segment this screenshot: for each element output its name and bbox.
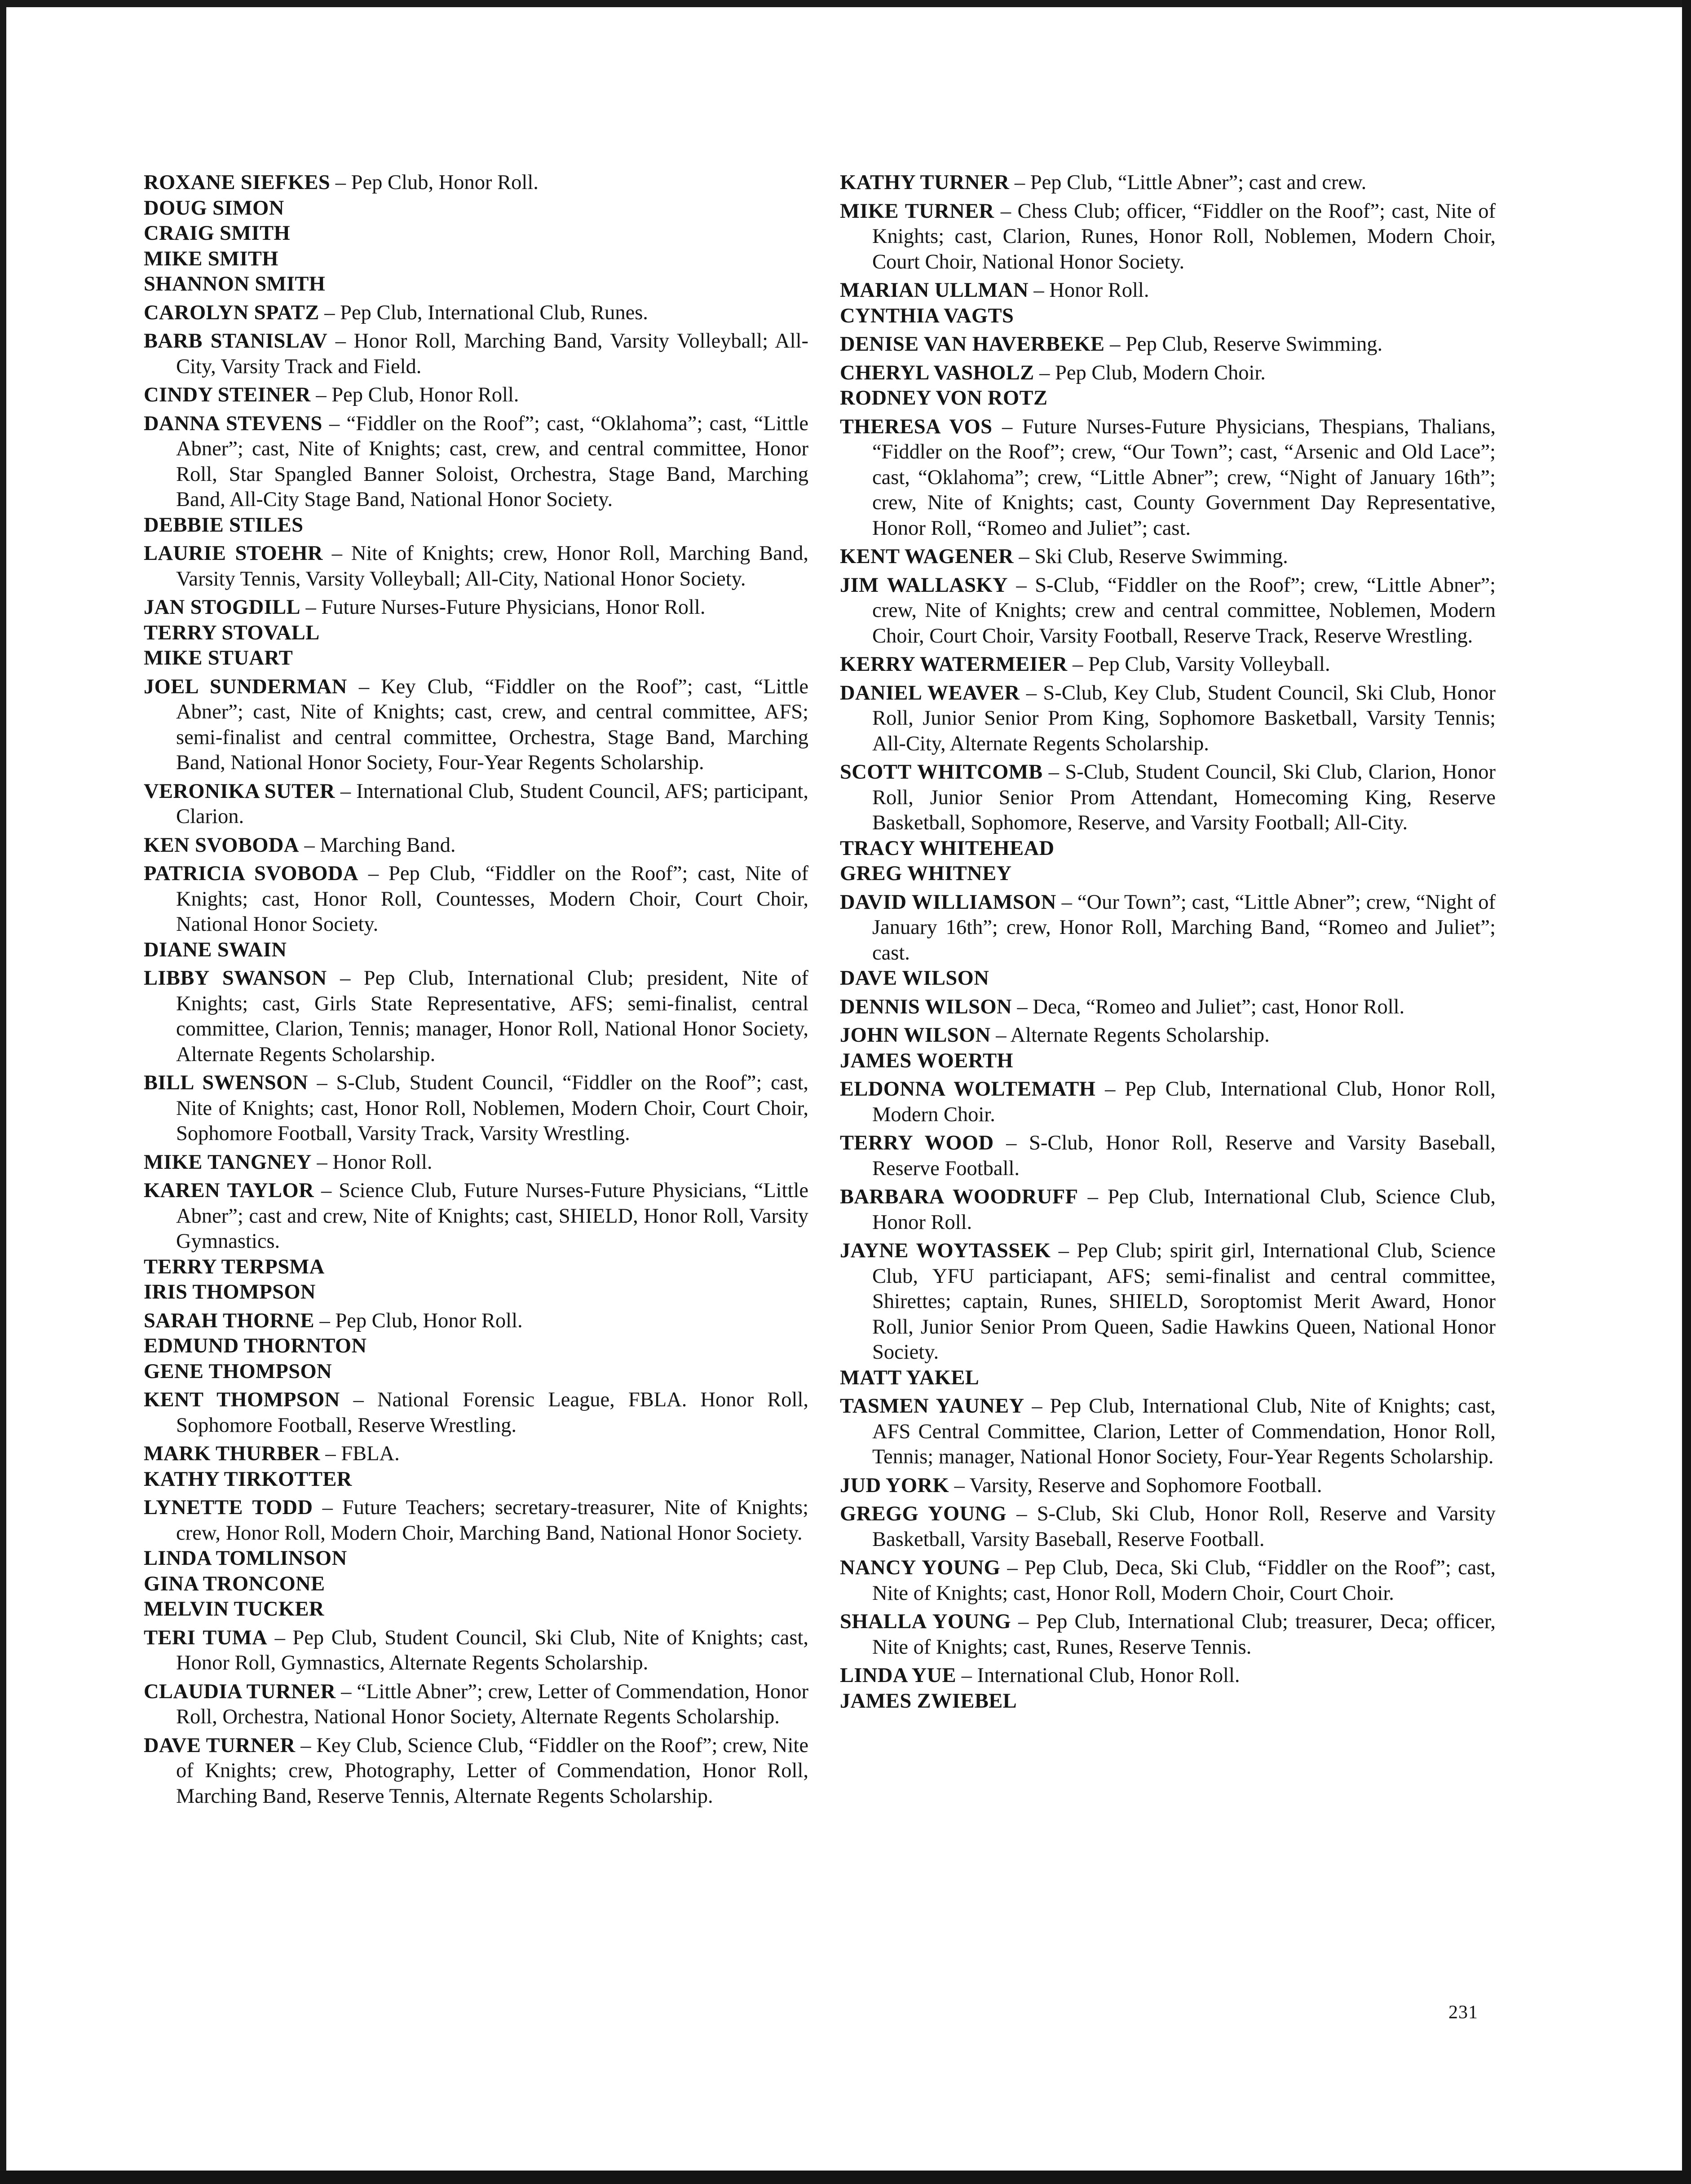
student-name: LIBBY SWANSON [144,967,327,990]
right-column [840,167,1496,1714]
student-name: LAURIE STOEHR [144,542,323,565]
student-name: NANCY YOUNG [840,1556,1001,1579]
student-entry [144,411,808,513]
student-entry [840,1394,1496,1470]
student-name: MIKE STUART [144,647,293,669]
student-activities: – Ski Club, Reserve Swimming. [1013,545,1288,568]
student-activities: – S-Club, Student Council, Ski Club, Clarion, Honor Roll, Junior Senior Prom Attendant, Homecoming King, Reserve Basketball, Sophomore, Reserve, and Varsity Football; All-City. [872,761,1496,834]
student-entry [840,966,1496,991]
student-entry [144,833,808,859]
student-name: CAROLYN SPATZ [144,301,319,324]
student-name: MIKE TANGNEY [144,1150,312,1174]
student-entry [144,300,808,326]
student-name: EDMUND THORNTON [144,1334,367,1357]
student-entry [840,1502,1496,1552]
student-entry [840,1131,1496,1181]
student-entry [144,938,808,963]
student-entry [840,836,1496,862]
student-name: KATHY TIRKOTTER [144,1467,352,1491]
student-activities: – Science Club, Future Nurses-Future Physicians, “Little Abner”; cast and crew, Nite of Knights; cast, SHIELD, Honor Roll, Varsity Gymnastics. [176,1179,809,1253]
student-name: TASMEN YAUNEY [840,1395,1024,1418]
student-name: PATRICIA SVOBODA [144,862,358,885]
student-name: DENNIS WILSON [840,995,1012,1018]
student-name: SHALLA YOUNG [840,1610,1011,1633]
student-name: DANIEL WEAVER [840,681,1020,705]
student-activities: – Pep Club, International Club; treasurer, Deca; officer, Nite of Knights; cast, Runes, Reserve Tennis. [872,1610,1496,1659]
student-activities: – Marching Band. [299,833,456,857]
student-activities: – Pep Club, International Club, Science Club, Honor Roll. [872,1185,1496,1234]
student-name: GENE THOMPSON [144,1360,332,1383]
student-activities: – Pep Club, International Club; president, Nite of Knights; cast, Girls State Representative, AFS; semi-finalist, central committee, Clarion, Tennis; manager, Honor Roll, National Honor Society, Alternate Regents Scholarship. [176,967,808,1066]
student-entry [144,779,808,830]
student-activities: – Pep Club, “Fiddler on the Roof”; cast, Nite of Knights; cast, Honor Roll, Countesses, Modern Choir, Court Choir, National Honor Society. [176,862,808,936]
student-name: CHERYL VASHOLZ [840,361,1034,384]
student-entry [144,1495,808,1546]
student-name: DIANE SWAIN [144,938,287,961]
student-entry [840,1238,1496,1365]
student-entry [144,272,808,297]
student-name: DAVID WILLIAMSON [840,890,1056,914]
student-entry [840,652,1496,678]
student-activities: – Pep Club, Honor Roll. [314,1309,523,1332]
student-entry [144,1150,808,1176]
student-name: GREG WHITNEY [840,862,1012,885]
student-activities: – Honor Roll, Marching Band, Varsity Volleyball; All-City, Varsity Track and Field. [176,330,808,378]
student-name: CYNTHIA VAGTS [840,304,1014,327]
student-entry [840,386,1496,411]
student-activities: – Nite of Knights; crew, Honor Roll, Marching Band, Varsity Tennis, Varsity Volleyball; All-City, National Honor Society. [176,542,808,590]
student-name: JAMES ZWIEBEL [840,1689,1017,1713]
student-activities: – Pep Club; spirit girl, International Club, Science Club, YFU particiapant, AFS; semi-finalist and central committee, Shirettes; captain, Runes, SHIELD, Soroptomist Merit Award, Honor Roll, Junior Senior Prom Queen, Sadie Hawkins Queen, National Honor Society. [872,1239,1496,1364]
student-activities: – Pep Club, Student Council, Ski Club, Nite of Knights; cast, Honor Roll, Gymnastics, Alternate Regents Scholarship. [176,1626,808,1674]
student-entry [144,1178,808,1255]
student-entry [840,1473,1496,1499]
student-name: ELDONNA WOLTEMATH [840,1078,1096,1101]
student-name: DAVE TURNER [144,1734,296,1757]
student-activities: – International Club, Honor Roll. [956,1664,1240,1687]
student-activities: – Pep Club, Honor Roll. [310,383,519,406]
student-activities: – Chess Club; officer, “Fiddler on the Roof”; cast, Nite of Knights; cast, Clarion, Runes, Honor Roll, Noblemen, Modern Choir, Court Choir, National Honor Society. [872,199,1496,273]
student-entry [840,1048,1496,1074]
student-entry [144,1572,808,1597]
student-name: JAYNE WOYTASSEK [840,1239,1051,1262]
student-activities: – National Forensic League, FBLA. Honor Roll, Sophomore Football, Reserve Wrestling. [176,1388,809,1437]
student-activities: – Pep Club, Deca, Ski Club, “Fiddler on the Roof”; cast, Nite of Knights; cast, Honor Roll, Modern Choir, Court Choir. [872,1556,1496,1605]
student-name: MATT YAKEL [840,1366,980,1389]
student-activities: – Future Nurses-Future Physicians, Honor Roll. [300,596,706,619]
student-entry [840,544,1496,570]
student-name: RODNEY VON ROTZ [840,387,1048,410]
student-activities: – Future Nurses-Future Physicians, Thespians, Thalians, “Fiddler on the Roof”; crew, “Our Town”; cast, “Arsenic and Old Lace”; cast, “Oklahoma”; crew, “Little Abner”; crew, “Night of January 16th”; crew, Nite of Knights; cast, County Government Day Representative, Honor Roll, “Romeo and Juliet”; cast. [872,415,1496,540]
student-entry [840,861,1496,887]
student-activities: – FBLA. [320,1442,400,1465]
student-activities: – S-Club, Honor Roll, Reserve and Varsity Baseball, Reserve Football. [872,1132,1496,1180]
student-activities: – Deca, “Romeo and Juliet”; cast, Honor Roll. [1011,995,1405,1018]
student-name: JIM WALLASKY [840,573,1008,597]
student-name: TERRY TERPSMA [144,1255,325,1278]
student-name: TERRY WOOD [840,1132,994,1154]
student-entry [144,966,808,1067]
student-entry [840,1365,1496,1391]
student-entry [144,383,808,408]
student-name: MIKE TURNER [840,199,994,223]
student-entry [144,1070,808,1147]
student-name: TERI TUMA [144,1626,268,1649]
student-entry [144,221,808,247]
student-activities: – “Our Town”; cast, “Little Abner”; crew, “Night of January 16th”; crew, Honor Roll, Marching Band, “Romeo and Juliet”; cast. [872,890,1496,964]
student-entry [840,199,1496,275]
student-activities: – “Little Abner”; crew, Letter of Commendation, Honor Roll, Orchestra, National Honor Society, Alternate Regents Scholarship. [176,1680,808,1728]
scan-border-top [0,0,1691,7]
student-name: CINDY STEINER [144,383,311,406]
student-name: GINA TRONCONE [144,1572,325,1595]
student-entry [840,573,1496,649]
student-name: KENT THOMPSON [144,1388,340,1411]
student-name: BILL SWENSON [144,1071,308,1094]
student-entry [840,278,1496,304]
student-activities: – Key Club, Science Club, “Fiddler on the Roof”; crew, Nite of Knights; crew, Photography, Letter of Commendation, Honor Roll, Marching Band, Reserve Tennis, Alternate Regents Scholarship. [176,1734,808,1808]
student-name: MELVIN TUCKER [144,1598,324,1620]
student-name: CLAUDIA TURNER [144,1680,336,1703]
student-entry [144,1679,808,1730]
student-entry [840,890,1496,966]
student-activities: – Pep Club, International Club, Nite of Knights; cast, AFS Central Committee, Clarion, Letter of Commendation, Honor Roll, Tennis; manager, National Honor Society, Four-Year Regents Scholarship. [872,1395,1496,1468]
student-name: KATHY TURNER [840,171,1010,194]
student-entry [144,1334,808,1359]
student-name: TRACY WHITEHEAD [840,837,1055,860]
student-entry [840,1663,1496,1689]
student-name: JOEL SUNDERMAN [144,675,347,698]
left-column [144,167,808,1809]
student-activities: – Pep Club, International Club, Honor Roll, Modern Choir. [872,1078,1496,1126]
student-entry [144,595,808,621]
student-entry [144,1467,808,1493]
student-entry [144,1359,808,1385]
student-activities: – Future Teachers; secretary-treasurer, Nite of Knights; crew, Honor Roll, Modern Choir, Marching Band, National Honor Society. [176,1496,808,1545]
student-name: SARAH THORNE [144,1309,314,1332]
student-activities: – Honor Roll. [1028,279,1149,302]
student-activities: – S-Club, “Fiddler on the Roof”; crew, “Little Abner”; crew, Nite of Knights; crew and central committee, Noblemen, Modern Choir, Court Choir, Varsity Football, Reserve Track, Reserve Wrestling. [872,573,1496,647]
student-activities: – Pep Club, Modern Choir. [1034,361,1266,384]
student-entry [840,332,1496,357]
student-entry [144,1387,808,1438]
student-entry [144,1308,808,1334]
student-activities: – Key Club, “Fiddler on the Roof”; cast, “Little Abner”; cast, Nite of Knights; cast, crew, and central committee, AFS; semi-finalist and central committee, Orchestra, Stage Band, Marching Band, National Honor Society, Four-Year Regents Scholarship. [176,675,809,774]
student-activities: – “Fiddler on the Roof”; cast, “Oklahoma”; cast, “Little Abner”; cast, Nite of Knights; cast, crew, and central committee, Honor Roll, Star Spangled Banner Soloist, Orchestra, Stage Band, Marching Band, All-City Stage Band, National Honor Society. [176,412,809,511]
student-entry [840,1609,1496,1660]
student-name: KAREN TAYLOR [144,1179,314,1202]
student-name: DEBBIE STILES [144,513,304,537]
student-name: KEN SVOBODA [144,833,299,857]
student-name: GREGG YOUNG [840,1502,1007,1525]
page-number: 231 [1448,2002,1478,2023]
student-name: JAMES WOERTH [840,1049,1013,1072]
student-entry [840,1023,1496,1048]
student-name: LYNETTE TODD [144,1496,313,1519]
student-entry [144,170,808,196]
student-activities: – Pep Club, Varsity Volleyball. [1067,653,1330,676]
student-entry [144,646,808,671]
student-entry [840,681,1496,757]
student-activities: – Pep Club, Honor Roll. [330,171,539,194]
student-name: THERESA VOS [840,415,993,438]
student-name: BARBARA WOODRUFF [840,1185,1078,1208]
student-entry [840,1555,1496,1606]
student-entry [144,1597,808,1622]
student-name: KENT WAGENER [840,545,1014,568]
student-activities: – Pep Club, International Club, Runes. [319,301,648,324]
student-name: MARK THURBER [144,1442,320,1465]
student-name: IRIS THOMPSON [144,1281,316,1303]
student-entry [144,329,808,379]
student-name: LINDA YUE [840,1664,956,1687]
student-entry [144,1625,808,1676]
scan-border-bottom [0,2171,1691,2184]
student-name: DANNA STEVENS [144,412,322,435]
student-name: JUD YORK [840,1474,949,1497]
student-entry [840,1184,1496,1235]
student-entry [840,760,1496,836]
student-activities: – Honor Roll. [311,1150,433,1174]
student-name: LINDA TOMLINSON [144,1547,347,1570]
student-entry [840,414,1496,542]
student-activities: – S-Club, Key Club, Student Council, Ski Club, Honor Roll, Junior Senior Prom King, Sophomore Basketball, Varsity Tennis; All-City, Alternate Regents Scholarship. [872,681,1496,755]
student-name: JAN STOGDILL [144,596,300,619]
student-name: TERRY STOVALL [144,621,320,644]
scan-border-right [1682,0,1691,2184]
student-entry [144,674,808,776]
student-name: JOHN WILSON [840,1024,991,1047]
student-entry [144,513,808,538]
student-entry [144,861,808,938]
student-name: BARB STANISLAV [144,330,328,352]
student-entry [144,1546,808,1572]
student-name: DAVE WILSON [840,967,989,990]
student-activities: – S-Club, Ski Club, Honor Roll, Reserve and Varsity Basketball, Varsity Baseball, Reserve Football. [872,1502,1496,1551]
student-entry [144,1255,808,1280]
student-name: SHANNON SMITH [144,273,326,295]
student-name: SCOTT WHITCOMB [840,761,1043,784]
student-name: DOUG SIMON [144,196,284,220]
student-activities: – Varsity, Reserve and Sophomore Football. [949,1474,1322,1497]
student-name: DENISE VAN HAVERBEKE [840,333,1105,356]
student-entry [840,995,1496,1020]
student-name: CRAIG SMITH [144,222,291,245]
student-entry [840,1689,1496,1714]
student-name: MARIAN ULLMAN [840,279,1029,302]
student-name: KERRY WATERMEIER [840,653,1068,676]
student-name: ROXANE SIEFKES [144,171,331,194]
scan-border-left [0,0,6,2184]
student-entry [144,541,808,592]
student-entry [144,621,808,646]
student-name: MIKE SMITH [144,247,278,270]
student-entry [144,1733,808,1810]
student-name: VERONIKA SUTER [144,779,335,803]
student-activities: – Pep Club, “Little Abner”; cast and crew. [1009,171,1367,194]
student-entry [144,196,808,221]
student-entry [840,361,1496,386]
student-activities: – S-Club, Student Council, “Fiddler on the Roof”; cast, Nite of Knights; cast, Honor Roll, Noblemen, Modern Choir, Court Choir, Sophomore Football, Varsity Track, Varsity Wrestling. [176,1071,808,1145]
student-activities: – Alternate Regents Scholarship. [990,1024,1270,1047]
student-entry [840,1077,1496,1127]
student-entry [144,1441,808,1467]
student-entry [144,1280,808,1305]
student-entry [840,170,1496,196]
student-entry [840,304,1496,329]
student-activities: – Pep Club, Reserve Swimming. [1104,333,1383,356]
student-activities: – International Club, Student Council, AFS; participant, Clarion. [176,779,808,828]
student-entry [144,247,808,272]
